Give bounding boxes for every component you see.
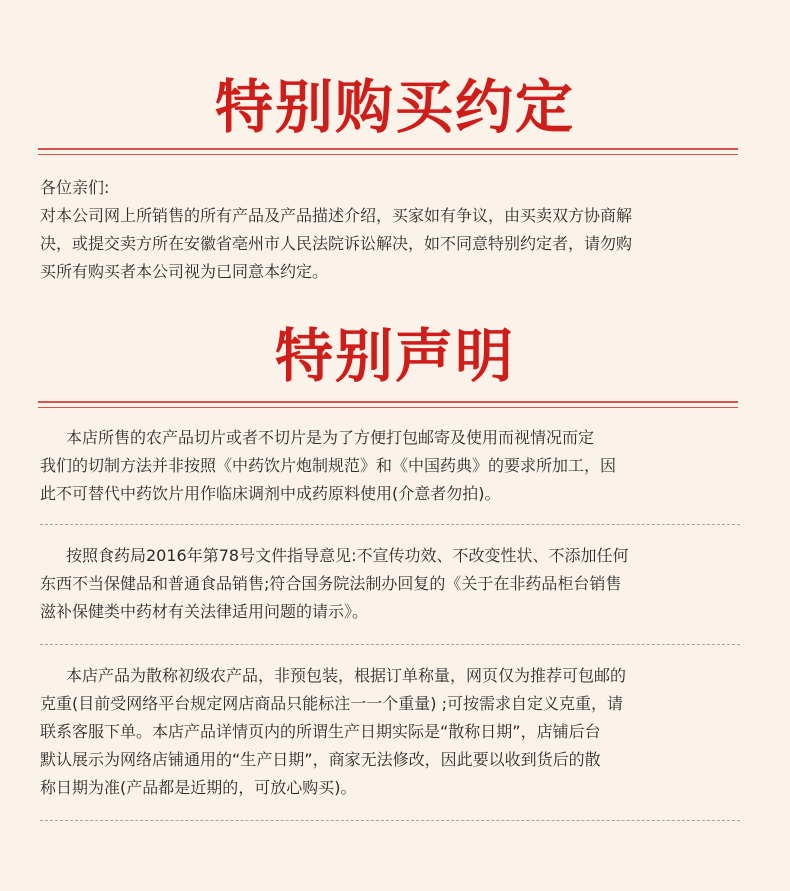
agreement-title: 特别购买约定 — [214, 73, 575, 141]
declaration-title: 特别声明 — [274, 322, 515, 390]
paragraph-line: 默认展示为网络店铺通用的“生产日期”，商家无法修改，因此要以收到货后的散 — [40, 750, 601, 769]
declaration-paragraph — [40, 424, 740, 508]
paragraph-line: 滋补保健类中药材有关法律适用问题的请示》。 — [40, 602, 369, 621]
paragraph-line: 我们的切制方法并非按照《中药饮片炮制规范》和《中国药典》的要求所加工，因 — [40, 456, 617, 475]
paragraph-line: 此不可替代中药饮片用作临床调剂中成药原料使用(介意者勿拍)。 — [40, 484, 501, 503]
declaration-paragraph — [40, 542, 740, 626]
paragraph-line: 联系客服下单。本店产品详情页内的所谓生产日期实际是“散称日期”，店铺后台 — [40, 722, 601, 741]
title-divider — [38, 401, 738, 408]
paragraph-line: 克重(目前受网络平台规定网店商品只能标注一一个重量) ;可按需求自定义克重，请 — [40, 694, 623, 713]
paragraph-line: 按照食药局2016年第78号文件指导意见:不宣传功效、不改变性状、不添加任何 — [66, 546, 629, 565]
agreement-line: 买所有购买者本公司视为已同意本约定。 — [40, 262, 329, 281]
agreement-line: 对本公司网上所销售的所有产品及产品描述介绍，买家如有争议，由买卖双方协商解 — [40, 206, 633, 225]
paragraph-line: 东西不当保健品和普通食品销售;符合国务院法制办回复的《关于在非药品柜台销售 — [40, 574, 622, 593]
dashed-divider — [40, 820, 740, 821]
paragraph-line: 本店所售的农产品切片或者不切片是为了方便打包邮寄及使用而视情况而定 — [66, 428, 595, 447]
title-divider — [38, 148, 738, 155]
dashed-divider — [40, 644, 740, 645]
declaration-paragraph — [40, 662, 740, 802]
agreement-line: 决，或提交卖方所在安徽省亳州市人民法院诉讼解决，如不同意特别约定者，请勿购 — [40, 234, 633, 253]
paragraph-line: 称日期为准(产品都是近期的，可放心购买)。 — [40, 778, 357, 797]
dashed-divider — [40, 524, 740, 525]
agreement-section — [40, 174, 740, 286]
paragraph-line: 本店产品为散称初级农产品，非预包装，根据订单称量，网页仅为推荐可包邮的 — [66, 666, 627, 685]
agreement-greeting: 各位亲们: — [40, 178, 110, 197]
